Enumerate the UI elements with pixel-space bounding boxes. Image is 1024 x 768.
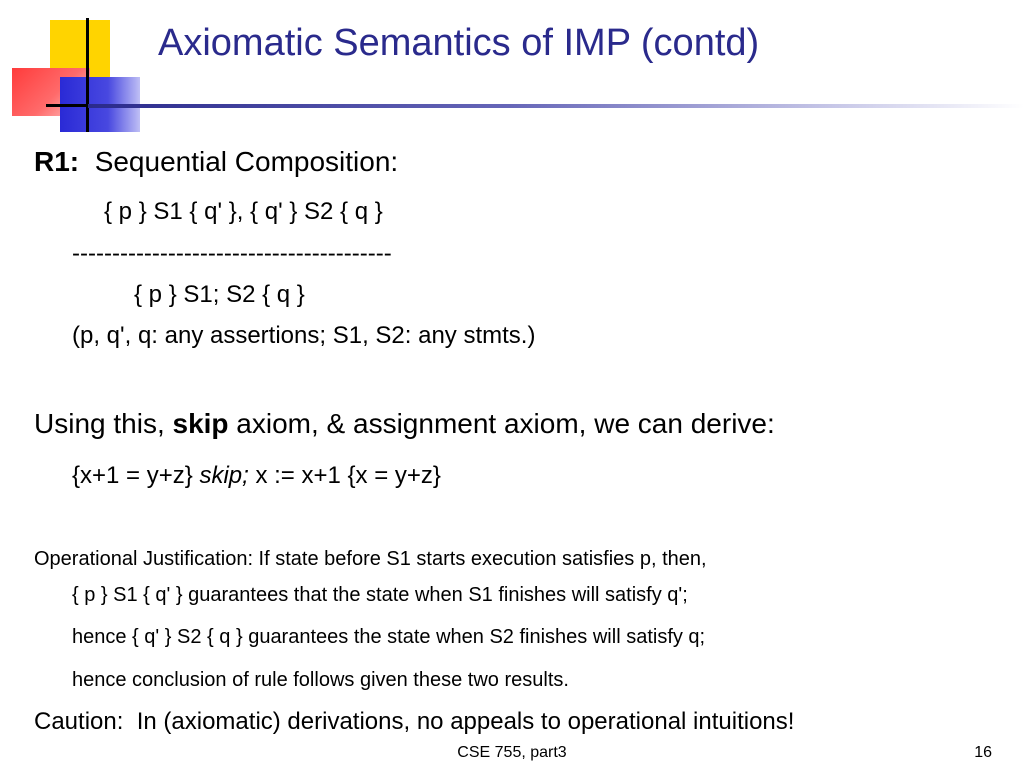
using-text-pre: Using this,: [34, 408, 173, 439]
rule-side-note: (p, q', q: any assertions; S1, S2: any stmts.): [72, 322, 536, 349]
caution-text: Caution: In (axiomatic) derivations, no appeals to operational intuitions!: [34, 708, 795, 735]
logo-vertical-line: [86, 18, 89, 132]
footer-page-number: 16: [974, 744, 992, 761]
op-justification-line-3: hence { q' } S2 { q } guarantees the state when S2 finishes will satisfy q;: [72, 626, 706, 648]
op-justification-line-2: { p } S1 { q' } guarantees that the state when S1 finishes will satisfy q';: [72, 584, 688, 606]
rule-name: Sequential Composition:: [94, 146, 399, 177]
rule-label: R1:: [34, 146, 80, 177]
slide-title: Axiomatic Semantics of IMP (contd): [158, 22, 760, 64]
derivation-pre: {x+1 = y+z}: [72, 462, 200, 489]
footer-course: CSE 755, part3: [457, 744, 567, 761]
op-justification-line-1: Operational Justification: If state before S1 starts execution satisfies p, then,: [34, 548, 707, 570]
rule-premise: { p } S1 { q' }, { q' } S2 { q }: [104, 198, 383, 225]
derivation-post: x := x+1 {x = y+z}: [248, 462, 441, 489]
skip-keyword: skip: [172, 408, 229, 439]
using-text-post: axiom, & assignment axiom, we can derive:: [228, 408, 775, 439]
rule-conclusion: { p } S1; S2 { q }: [134, 281, 305, 308]
rule-heading: [34, 146, 398, 178]
using-text: [34, 408, 775, 440]
rule-divider: ----------------------------------------: [72, 240, 392, 267]
skip-statement: skip;: [199, 462, 249, 489]
title-underline: [88, 104, 1024, 108]
op-justification-line-4: hence conclusion of rule follows given these two results.: [72, 669, 569, 691]
derivation-example: [72, 462, 441, 490]
